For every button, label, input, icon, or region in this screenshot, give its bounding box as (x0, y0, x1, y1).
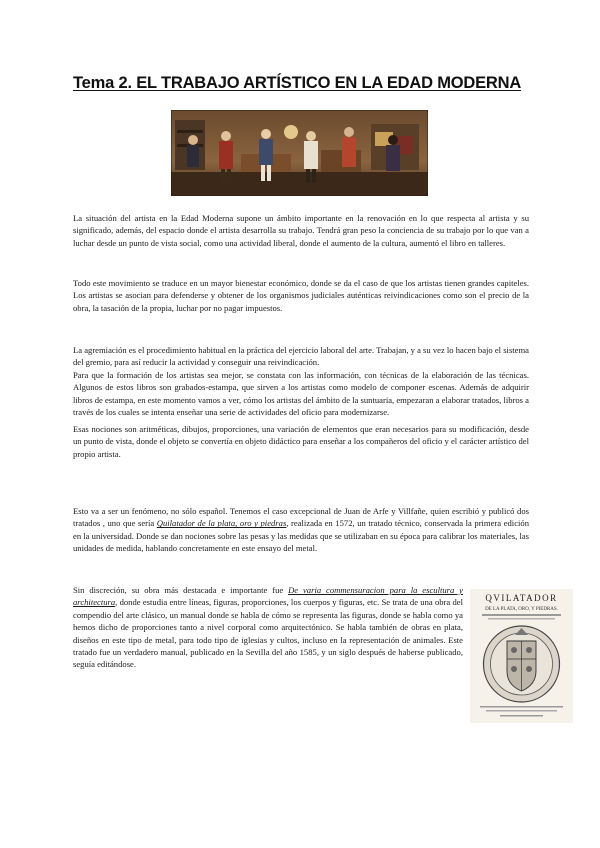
book-cover-image (470, 589, 573, 723)
book-title-quilatador: Quilatador de la plata, oro y piedras (156, 518, 287, 529)
book-title-varia-commensuracion: De varia commensuracion para la escultura y architectura (73, 585, 463, 608)
paragraph-juan-de-arfe-intro: Esto va a ser un fenómeno, no sólo español. Tenemos el caso excepcional de Juan de Arfe y Villfañe, quien escribió y publicó dos tratados , uno que sería (73, 506, 529, 529)
book-cover-heading: QVILATADOR (485, 593, 558, 603)
paragraph-artist-situation: La situación del artista en la Edad Moderna supone un ámbito importante en la renovación en lo que respecta al artista y su significado, además, del espacio donde el artista desarrolla su trabajo. Tendrá gran peso la conciencia de su trabajo por lo que van a luchar desde un punto de vista social, como una actividad liberal, donde el aumento de la cultura, aumentó el libro en talleres. (73, 213, 529, 248)
paragraph-varia-intro: Sin discreción, su obra más destacada e importante fue (73, 585, 289, 595)
paragraph-training-text: Para que la formación de los artistas sea mejor, se constata con las información, con técnicas de la elaboración de las técnicas. Algunos de estos libros son grabados-estampa, que sirven a los artistas como modelo de componer escenas. Además de adquirir libros de estampa, en este momento vamos a ver, cómo los artistas del ámbito de la suntuaria, empezaran a elaborar tratados, libros a través de los cuales se intenta enseñar una serie de actividades del oficio para modernizarse. (73, 369, 529, 418)
paragraph-juan-de-arfe-rest: , realizada en 1572, un tratado técnico, conservada la primera edición en la universidad. Donde se dan nociones sobre las pesas y las medidas que se utilizaban en su época para calibrar los materiales, las unidades de medida, hablando concretamente en este ensayo del metal. (73, 518, 529, 554)
paragraph-economic-wellbeing: Todo este movimiento se traduce en un mayor bienestar económico, donde se da el caso de que los artistas tienen grandes capiteles. Los artistas se asocian para defenderse y obtener de los organismos judiciales auténticas reivindicaciones como son el precio de la obra, la tasación de la propia, luchar por no pagar impuestos. (73, 278, 529, 313)
paragraph-notions: Esas nociones son aritméticas, dibujos, proporciones, una variación de elementos que eran necesarios para su modificación, desde un punto de vista, donde el objeto se convertía en objeto didáctico para enseñar a los compañeros del oficio y el carácter artístico del propio artista. (73, 424, 529, 459)
paragraph-varia-commensuracion (73, 584, 463, 671)
book-cover-illustration (470, 589, 573, 723)
paragraph-guilds-text: La agremiación es el procedimiento habitual en la práctica del ejercicio laboral del arte. Trabajan, y a su vez lo hacen bajo el sistema del gremio, para así reducir la actividad y conseguir una reivindicación. (73, 345, 529, 368)
page-title: Tema 2. EL TRABAJO ARTÍSTICO EN LA EDAD MODERNA (73, 74, 522, 92)
paragraph-juan-de-arfe (73, 505, 529, 555)
book-cover-subheading: DE LA PLATA, ORO, Y PIEDRAS. (485, 607, 558, 612)
paragraph-varia-rest: , donde estudia entre líneas, figuras, proporciones, los cuerpos y figuras, etc. Se trata de una obra del compendio del arte clásico, un manual donde se habla de cómo se representa las figuras, donde se habla como ya hemos dicho de proporciones tanto a nivel corporal como arquitectónico. Se habla también de obras en plata, diseños en este tipo de metal, para todo tipo de iglesias y cultos, incluso en la representación de animales. Este tratado fue un verdadero manual, publicado en la Sevilla del año 1585, y un siglo después de haberse publicado, seguía editándose. (73, 597, 463, 670)
paragraph-guilds (73, 344, 529, 418)
workshop-painting-illustration (171, 110, 428, 196)
workshop-painting-image (171, 110, 428, 196)
